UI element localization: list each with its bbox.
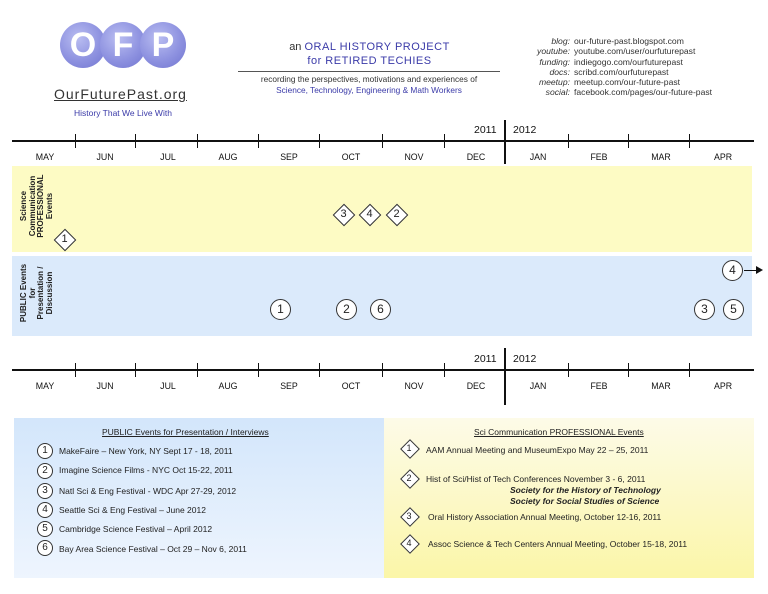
legend-public-item: Bay Area Science Festival – Oct 29 – Nov 6, 2011 [59, 544, 247, 554]
header-divider [238, 71, 500, 72]
tick [258, 134, 259, 148]
link-value[interactable]: our-future-past.blogspot.com [574, 36, 684, 46]
month-label: NOV [404, 381, 424, 391]
month-label: NOV [404, 152, 424, 162]
logo-letter-o: O [69, 26, 97, 64]
legend-diamond-4: 4 [400, 534, 418, 552]
band-label-line: Events [44, 192, 54, 220]
band-label-line: PUBLIC Events [19, 263, 28, 323]
month-label: APR [713, 152, 733, 162]
logo-name: OurFuturePast.org [54, 86, 187, 102]
header-line1-accent: ORAL HISTORY PROJECT [304, 41, 450, 53]
band-professional [12, 166, 752, 252]
prof-marker-3: 3 [333, 204, 354, 225]
month-label: SEP [280, 152, 298, 162]
year-divider [504, 348, 506, 405]
month-label: OCT [341, 152, 361, 162]
month-label: JUL [160, 152, 176, 162]
link-key: social: [545, 87, 570, 98]
tick [568, 134, 569, 148]
public-marker-3: 3 [694, 299, 715, 320]
tick [197, 363, 198, 377]
legend-marker-5: 5 [37, 521, 53, 537]
month-label: JUL [160, 381, 176, 391]
band-label-line: Communication [27, 175, 37, 237]
link-value[interactable]: youtube.com/user/ourfuturepast [574, 46, 696, 57]
tick [135, 363, 136, 377]
link-key: meetup: [538, 77, 570, 88]
arrow-line [744, 270, 756, 271]
public-marker-4: 4 [722, 260, 743, 281]
link-key: funding: [539, 56, 570, 67]
tick [197, 134, 198, 148]
legend-public-item: Imagine Science Films - NYC Oct 15-22, 2011 [59, 465, 233, 475]
public-marker-6: 6 [370, 299, 391, 320]
link-row-meetup[interactable] [470, 77, 760, 87]
link-key: docs: [549, 66, 570, 77]
month-label: MAY [35, 152, 55, 162]
tick [689, 363, 690, 377]
month-label: SEP [280, 381, 298, 391]
public-marker-2: 2 [336, 299, 357, 320]
timeline-axis [12, 369, 754, 371]
legend-diamond-3: 3 [400, 507, 418, 525]
prof-marker-1: 1 [54, 229, 75, 250]
legend-diamond-2: 2 [400, 469, 418, 487]
tick [628, 134, 629, 148]
month-label: FEB [590, 381, 608, 391]
legend-prof-item: Assoc Science & Tech Centers Annual Meeting, October 15-18, 2011 [428, 539, 688, 549]
legend-prof-sub1: Society for the History of Technology [510, 485, 661, 495]
band-label-line: Science [19, 190, 28, 222]
tick [75, 134, 76, 148]
band-public [12, 256, 752, 336]
month-label: DEC [466, 152, 486, 162]
tick [382, 363, 383, 377]
legend-prof-sub2: Society for Social Studies of Science [510, 496, 660, 506]
logo-tagline: History That We Live With [74, 108, 172, 118]
link-row-social[interactable] [470, 87, 760, 97]
month-label: OCT [341, 381, 361, 391]
legend-public-title: PUBLIC Events for Presentation / Interviews [102, 427, 269, 437]
year-2011: 2011 [474, 124, 497, 136]
link-row-youtube[interactable] [470, 46, 760, 56]
year-2011: 2011 [474, 353, 497, 365]
legend-prof-item: Oral History Association Annual Meeting, October 12-16, 2011 [428, 512, 662, 522]
link-value[interactable]: facebook.com/pages/our-future-past [574, 87, 713, 98]
link-value[interactable]: meetup.com/our-future-past [574, 77, 681, 88]
legend-prof-item: Hist of Sci/Hist of Tech Conferences November 3 - 6, 2011 [426, 474, 646, 484]
logo-letter-p: P [151, 26, 175, 64]
legend-public-item: MakeFaire – New York, NY Sept 17 - 18, 2011 [59, 446, 233, 456]
arrow-right-icon [756, 266, 763, 274]
band-label-professional [20, 166, 54, 246]
band-label-line: for [27, 287, 37, 299]
public-marker-5: 5 [723, 299, 744, 320]
legend-prof-title: Sci Communication PROFESSIONAL Events [474, 427, 644, 437]
links-list [470, 36, 760, 98]
tick [628, 363, 629, 377]
legend-marker-4: 4 [37, 502, 53, 518]
link-row-blog[interactable] [470, 36, 760, 46]
month-label: JUN [96, 152, 114, 162]
header-line1 [262, 41, 477, 53]
band-label-public [20, 253, 54, 333]
prof-marker-4: 4 [359, 204, 380, 225]
link-value[interactable]: scribd.com/ourfuturepast [574, 66, 669, 77]
prof-marker-2: 2 [386, 204, 407, 225]
legend-diamond-1: 1 [400, 439, 418, 457]
link-key: blog: [551, 36, 570, 46]
header-line2: for RETIRED TECHIES [307, 55, 432, 67]
tick [75, 363, 76, 377]
legend-public-item: Cambridge Science Festival – April 2012 [59, 524, 213, 534]
legend-marker-2: 2 [37, 463, 53, 479]
legend-public-item: Natl Sci & Eng Festival - WDC Apr 27-29, 2012 [59, 486, 237, 496]
year-2012: 2012 [513, 124, 537, 136]
legend-prof-item: AAM Annual Meeting and MuseumExpo May 22 – 25, 2011 [426, 445, 649, 455]
band-label-line: PROFESSIONAL [36, 174, 45, 238]
month-label: DEC [466, 381, 486, 391]
month-label: MAR [651, 381, 671, 391]
tick [319, 363, 320, 377]
legend-marker-1: 1 [37, 443, 53, 459]
month-label: AUG [218, 152, 238, 162]
tick [258, 363, 259, 377]
link-row-docs[interactable] [470, 67, 760, 77]
month-label: FEB [590, 152, 608, 162]
band-label-line: Discussion [44, 271, 54, 315]
month-label: MAY [35, 381, 55, 391]
tick [444, 363, 445, 377]
header-line3: recording the perspectives, motivations and experiences of [260, 74, 478, 84]
tick [444, 134, 445, 148]
link-value[interactable]: indiegogo.com/ourfuturepast [574, 56, 683, 67]
tick [382, 134, 383, 148]
tick [568, 363, 569, 377]
tick [135, 134, 136, 148]
legend-public [14, 418, 384, 578]
month-label: JUN [96, 381, 114, 391]
month-label: APR [713, 381, 733, 391]
month-label: MAR [651, 152, 671, 162]
header-line4: Science, Technology, Engineering & Math Workers [276, 85, 462, 95]
legend-marker-6: 6 [37, 540, 53, 556]
link-key: youtube: [537, 46, 570, 57]
legend-marker-3: 3 [37, 483, 53, 499]
legend-public-item: Seattle Sci & Eng Festival – June 2012 [59, 505, 206, 515]
timeline-axis [12, 140, 754, 142]
public-marker-1: 1 [270, 299, 291, 320]
month-label: JAN [529, 381, 547, 391]
logo-letter-f: F [112, 26, 134, 64]
tick [689, 134, 690, 148]
band-label-line: Presentation / [36, 266, 45, 320]
tick [319, 134, 320, 148]
month-label: AUG [218, 381, 238, 391]
year-2012: 2012 [513, 353, 537, 365]
header-line1-prefix: an [289, 41, 302, 53]
legend-professional [384, 418, 754, 578]
month-label: JAN [529, 152, 547, 162]
link-row-funding[interactable] [470, 57, 760, 67]
